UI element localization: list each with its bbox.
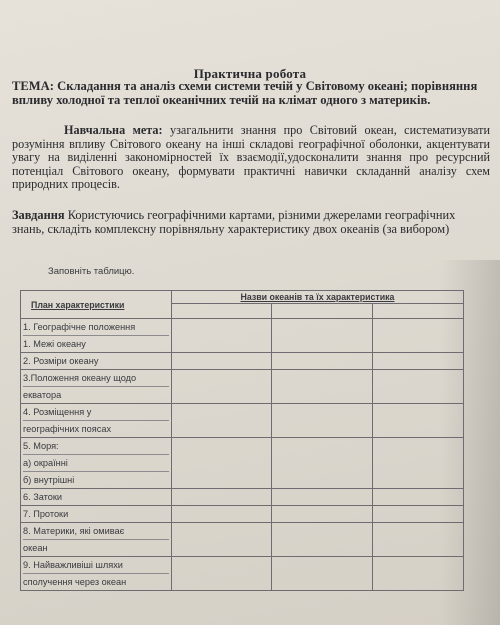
answer-cell[interactable] bbox=[272, 438, 373, 489]
plan-item-label: географічних поясах bbox=[23, 424, 112, 434]
answer-cell[interactable] bbox=[272, 506, 373, 523]
plan-item-lines bbox=[23, 489, 169, 505]
header-subcell bbox=[171, 304, 272, 319]
answer-cell[interactable] bbox=[372, 353, 463, 370]
plan-item-label: 2. Розміри океану bbox=[23, 356, 99, 366]
plan-item-label: 1. Межі океану bbox=[23, 339, 86, 349]
answer-cell[interactable] bbox=[372, 557, 463, 591]
plan-item-cell bbox=[21, 353, 172, 370]
plan-item-cell bbox=[21, 319, 172, 353]
header-subcell bbox=[372, 304, 463, 319]
header-plan: План характеристики bbox=[21, 291, 172, 319]
plan-item-cell bbox=[21, 438, 172, 489]
plan-item-cell bbox=[21, 370, 172, 404]
plan-item-label: 5. Моря: bbox=[23, 438, 169, 455]
goal-label: Навчальна мета: bbox=[64, 123, 163, 137]
table-row bbox=[21, 353, 464, 370]
table-row bbox=[21, 489, 464, 506]
plan-item-cell bbox=[21, 523, 172, 557]
plan-item-label: 8. Материки, які омиває bbox=[23, 523, 169, 540]
table-row bbox=[21, 557, 464, 591]
answer-cell[interactable] bbox=[171, 370, 272, 404]
plan-item-lines bbox=[23, 523, 169, 556]
answer-cell[interactable] bbox=[372, 404, 463, 438]
answer-cell[interactable] bbox=[171, 523, 272, 557]
answer-cell[interactable] bbox=[272, 319, 373, 353]
plan-item-lines bbox=[23, 404, 169, 437]
plan-item-cell bbox=[21, 557, 172, 591]
answer-cell[interactable] bbox=[272, 523, 373, 557]
table-row bbox=[21, 404, 464, 438]
plan-item-label: океан bbox=[23, 543, 48, 553]
answer-cell[interactable] bbox=[171, 319, 272, 353]
goal-text: узагальнити знання про Світовий океан, систематизувати розуміння впливу Світового океану на інші складові географічної оболонки, акцентувати увагу на виділенні закономірностей їх взаємодії,удосконалити знання про ресурсний потенціал Світового океану, формувати практичні навички складаннй аналізу схем природних процесів. bbox=[12, 123, 490, 192]
plan-item-label: 4. Розміщення у bbox=[23, 404, 169, 421]
answer-cell[interactable] bbox=[171, 404, 272, 438]
task-label: Завдання bbox=[12, 208, 65, 222]
plan-item-cell bbox=[21, 404, 172, 438]
answer-cell[interactable] bbox=[372, 489, 463, 506]
page-title: Практична робота bbox=[193, 66, 307, 81]
answer-cell[interactable] bbox=[272, 370, 373, 404]
answer-cell[interactable] bbox=[372, 523, 463, 557]
answer-cell[interactable] bbox=[171, 489, 272, 506]
plan-item-lines bbox=[23, 353, 169, 369]
answer-cell[interactable] bbox=[272, 489, 373, 506]
table-body bbox=[21, 319, 464, 591]
comparison-table bbox=[20, 290, 464, 591]
answer-cell[interactable] bbox=[171, 506, 272, 523]
plan-item-label: 9. Найважливіші шляхи bbox=[23, 557, 169, 574]
table-row bbox=[21, 370, 464, 404]
table-row bbox=[21, 506, 464, 523]
answer-cell[interactable] bbox=[171, 557, 272, 591]
task-text: Користуючись географічними картами, різними джерелами географічних знань, складіть комплексну порівняльну характеристику двох океанів (за вибором) bbox=[12, 208, 456, 236]
table-row bbox=[21, 438, 464, 489]
plan-item-lines bbox=[23, 319, 169, 352]
plan-item-lines bbox=[23, 438, 169, 488]
table-row bbox=[21, 523, 464, 557]
answer-cell[interactable] bbox=[372, 319, 463, 353]
answer-cell[interactable] bbox=[372, 506, 463, 523]
task-paragraph bbox=[12, 208, 490, 236]
plan-item-label: б) внутрішні bbox=[23, 475, 75, 485]
plan-item-label: 7. Протоки bbox=[23, 509, 69, 519]
plan-item-cell bbox=[21, 489, 172, 506]
answer-cell[interactable] bbox=[272, 353, 373, 370]
table-instruction: Заповніть таблицю. bbox=[48, 266, 135, 277]
answer-cell[interactable] bbox=[372, 370, 463, 404]
plan-item-lines bbox=[23, 557, 169, 590]
answer-cell[interactable] bbox=[372, 438, 463, 489]
plan-item-label: сполучення через океан bbox=[23, 577, 127, 587]
plan-item-label: 3.Положення океану щодо bbox=[23, 370, 169, 387]
plan-item-label: 1. Географічне положення bbox=[23, 319, 169, 336]
answer-cell[interactable] bbox=[171, 438, 272, 489]
plan-item-label: 6. Затоки bbox=[23, 492, 63, 502]
theme-text: ТЕМА: Складання та аналіз схеми системи течій у Світовому океані; порівняння впливу холодної та теплої океанічних течій на клімат одного з материків. bbox=[12, 79, 478, 107]
goal-paragraph bbox=[12, 124, 490, 192]
header-subcell bbox=[272, 304, 373, 319]
answer-cell[interactable] bbox=[272, 404, 373, 438]
answer-cell[interactable] bbox=[272, 557, 373, 591]
plan-item-lines bbox=[23, 370, 169, 403]
plan-item-lines bbox=[23, 506, 169, 522]
plan-item-label: а) окраїнні bbox=[23, 455, 169, 472]
plan-item-label: екватора bbox=[23, 390, 62, 400]
answer-cell[interactable] bbox=[171, 353, 272, 370]
plan-item-cell bbox=[21, 506, 172, 523]
table-row bbox=[21, 319, 464, 353]
header-oceans: Назви океанів та їх характеристика bbox=[171, 291, 463, 304]
